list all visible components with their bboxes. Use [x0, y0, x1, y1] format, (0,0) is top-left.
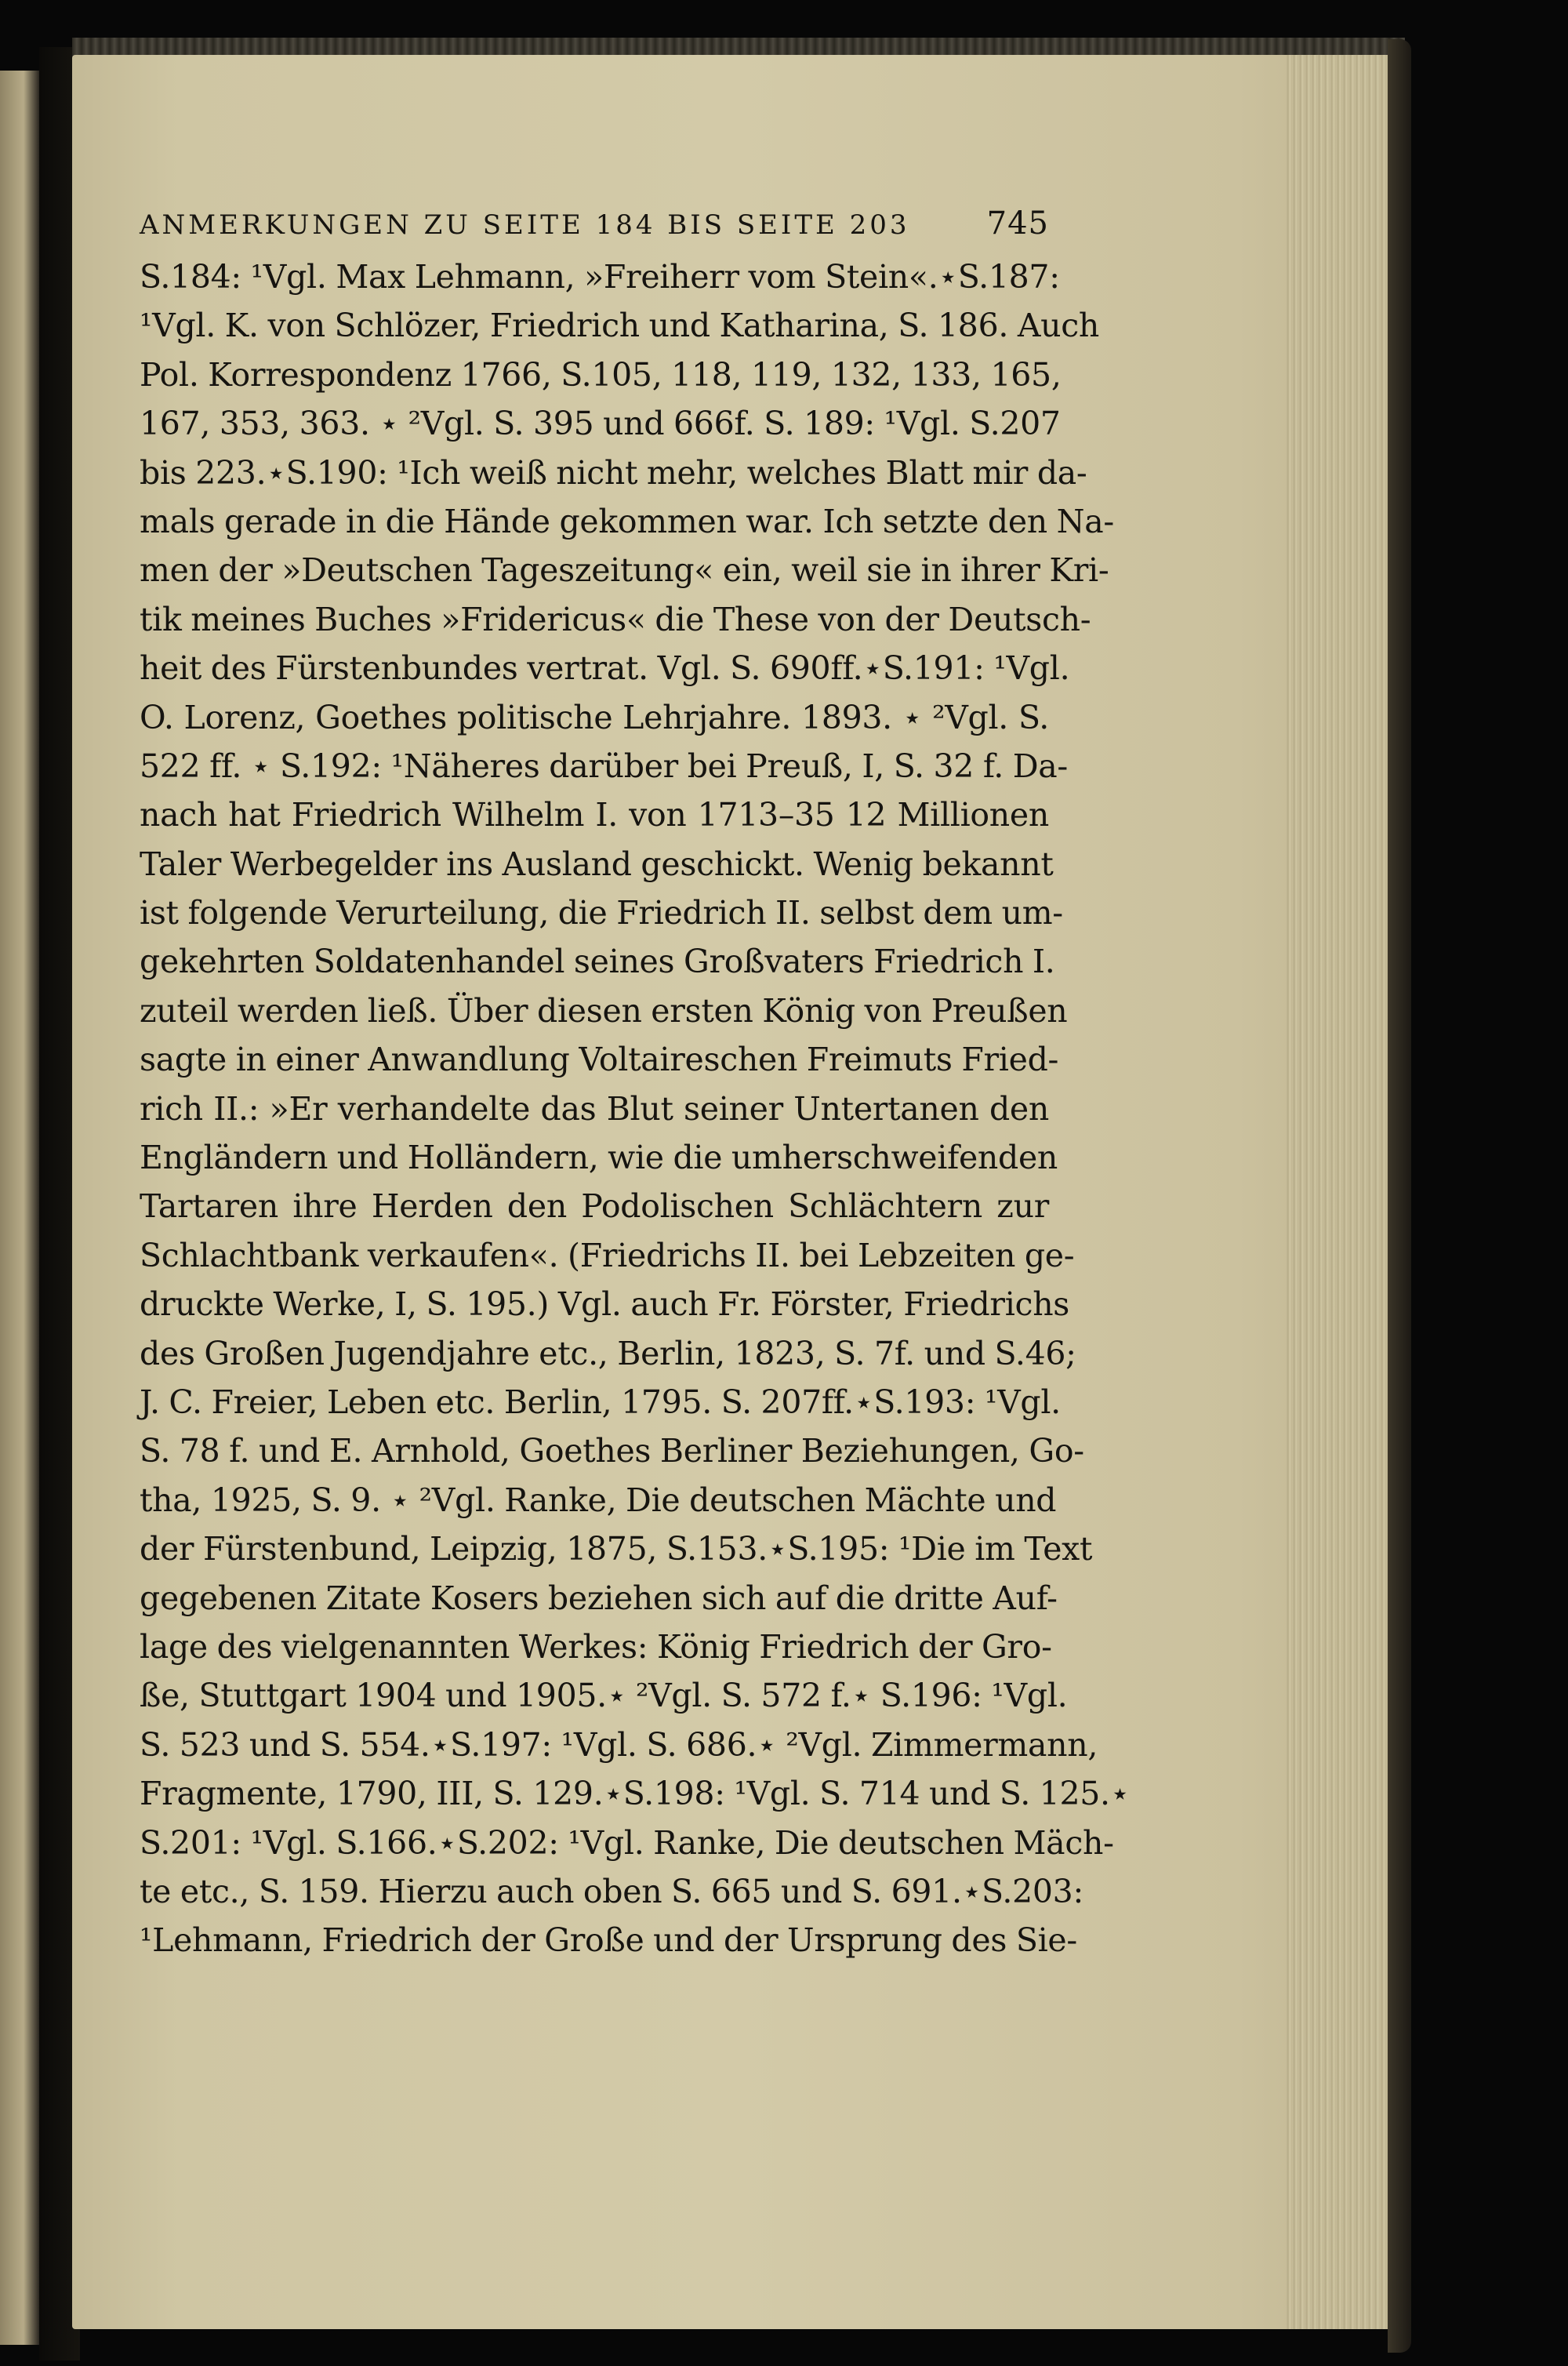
text-line: O. Lorenz, Goethes politische Lehrjahre. 1893. ⋆ ²Vgl. S. [140, 698, 1049, 736]
text-line: ¹Vgl. K. von Schlözer, Friedrich und Katharina, S. 186. Auch [140, 307, 1100, 345]
book-cover-edge [1388, 39, 1411, 2353]
text-line: S. 78 f. und E. Arnhold, Goethes Berliner Beziehungen, Go- [140, 1432, 1084, 1470]
text-line: druckte Werke, I, S. 195.) Vgl. auch Fr. Förster, Friedrichs [140, 1285, 1070, 1324]
text-line: bis 223.⋆S.190: ¹Ich weiß nicht mehr, welches Blatt mir da- [140, 453, 1087, 492]
running-title: ANMERKUNGEN ZU SEITE 184 BIS SEITE 203 [140, 209, 910, 241]
text-line: nach hat Friedrich Wilhelm I. von 1713–35 12 Millionen [140, 796, 1049, 834]
text-line: zuteil werden ließ. Über diesen ersten König von Preußen [140, 991, 1068, 1030]
text-line: sagte in einer Anwandlung Voltaireschen Freimuts Fried- [140, 1041, 1059, 1079]
page-number: 745 [986, 205, 1049, 242]
text-line: der Fürstenbund, Leipzig, 1875, S.153.⋆S.195: ¹Die im Text [140, 1530, 1093, 1568]
text-line: ¹Lehmann, Friedrich der Große und der Ursprung des Sie- [140, 1921, 1077, 1960]
text-line: 167, 353, 363. ⋆ ²Vgl. S. 395 und 666f. S. 189: ¹Vgl. S.207 [140, 405, 1061, 443]
text-line: S. 523 und S. 554.⋆S.197: ¹Vgl. S. 686.⋆ ²Vgl. Zimmermann, [140, 1725, 1098, 1764]
text-line: S.184: ¹Vgl. Max Lehmann, »Freiherr vom Stein«.⋆S.187: [140, 258, 1060, 296]
text-line: Pol. Korrespondenz 1766, S.105, 118, 119, 132, 133, 165, [140, 355, 1062, 394]
text-line: tik meines Buches »Fridericus« die These von der Deutsch- [140, 600, 1091, 638]
text-line: heit des Fürstenbundes vertrat. Vgl. S. 690ff.⋆S.191: ¹Vgl. [140, 649, 1070, 688]
text-line: S.201: ¹Vgl. S.166.⋆S.202: ¹Vgl. Ranke, Die deutschen Mäch- [140, 1823, 1114, 1862]
text-line: men der »Deutschen Tageszeitung« ein, weil sie in ihrer Kri- [140, 551, 1109, 590]
page-block-edge [1286, 55, 1403, 2329]
text-line: J. C. Freier, Leben etc. Berlin, 1795. S. 207ff.⋆S.193: ¹Vgl. [140, 1383, 1061, 1421]
running-head [140, 205, 1049, 242]
text-line: Schlachtbank verkaufen«. (Friedrichs II. bei Lebzeiten ge- [140, 1236, 1075, 1274]
text-line: ist folgende Verurteilung, die Friedrich II. selbst dem um- [140, 894, 1063, 932]
left-page-edge [0, 71, 39, 2345]
text-line: Engländern und Holländern, wie die umherschweifenden [140, 1139, 1058, 1177]
text-line: Taler Werbegelder ins Ausland geschickt. Wenig bekannt [140, 845, 1054, 883]
text-line: rich II.: »Er verhandelte das Blut seiner Untertanen den [140, 1089, 1049, 1128]
text-line: 522 ff. ⋆ S.192: ¹Näheres darüber bei Preuß, I, S. 32 f. Da- [140, 747, 1068, 785]
text-line: lage des vielgenannten Werkes: König Friedrich der Gro- [140, 1627, 1052, 1666]
notes-body [140, 253, 1131, 1965]
text-line: Tartaren ihre Herden den Podolischen Schlächtern zur [140, 1187, 1049, 1226]
text-line: des Großen Jugendjahre etc., Berlin, 1823, S. 7f. und S.46; [140, 1334, 1076, 1372]
text-line: tha, 1925, S. 9. ⋆ ²Vgl. Ranke, Die deutschen Mächte und [140, 1481, 1057, 1519]
text-line: ße, Stuttgart 1904 und 1905.⋆ ²Vgl. S. 572 f.⋆ S.196: ¹Vgl. [140, 1677, 1068, 1715]
text-line: Fragmente, 1790, III, S. 129.⋆S.198: ¹Vgl. S. 714 und S. 125.⋆ [140, 1775, 1131, 1813]
text-line: te etc., S. 159. Hierzu auch oben S. 665 und S. 691.⋆S.203: [140, 1872, 1083, 1910]
text-line: gekehrten Soldatenhandel seines Großvaters Friedrich I. [140, 943, 1055, 981]
text-line: gegebenen Zitate Kosers beziehen sich auf die dritte Auf- [140, 1579, 1058, 1617]
text-line: mals gerade in die Hände gekommen war. Ich setzte den Na- [140, 502, 1114, 540]
page-text-area [140, 205, 1131, 1965]
